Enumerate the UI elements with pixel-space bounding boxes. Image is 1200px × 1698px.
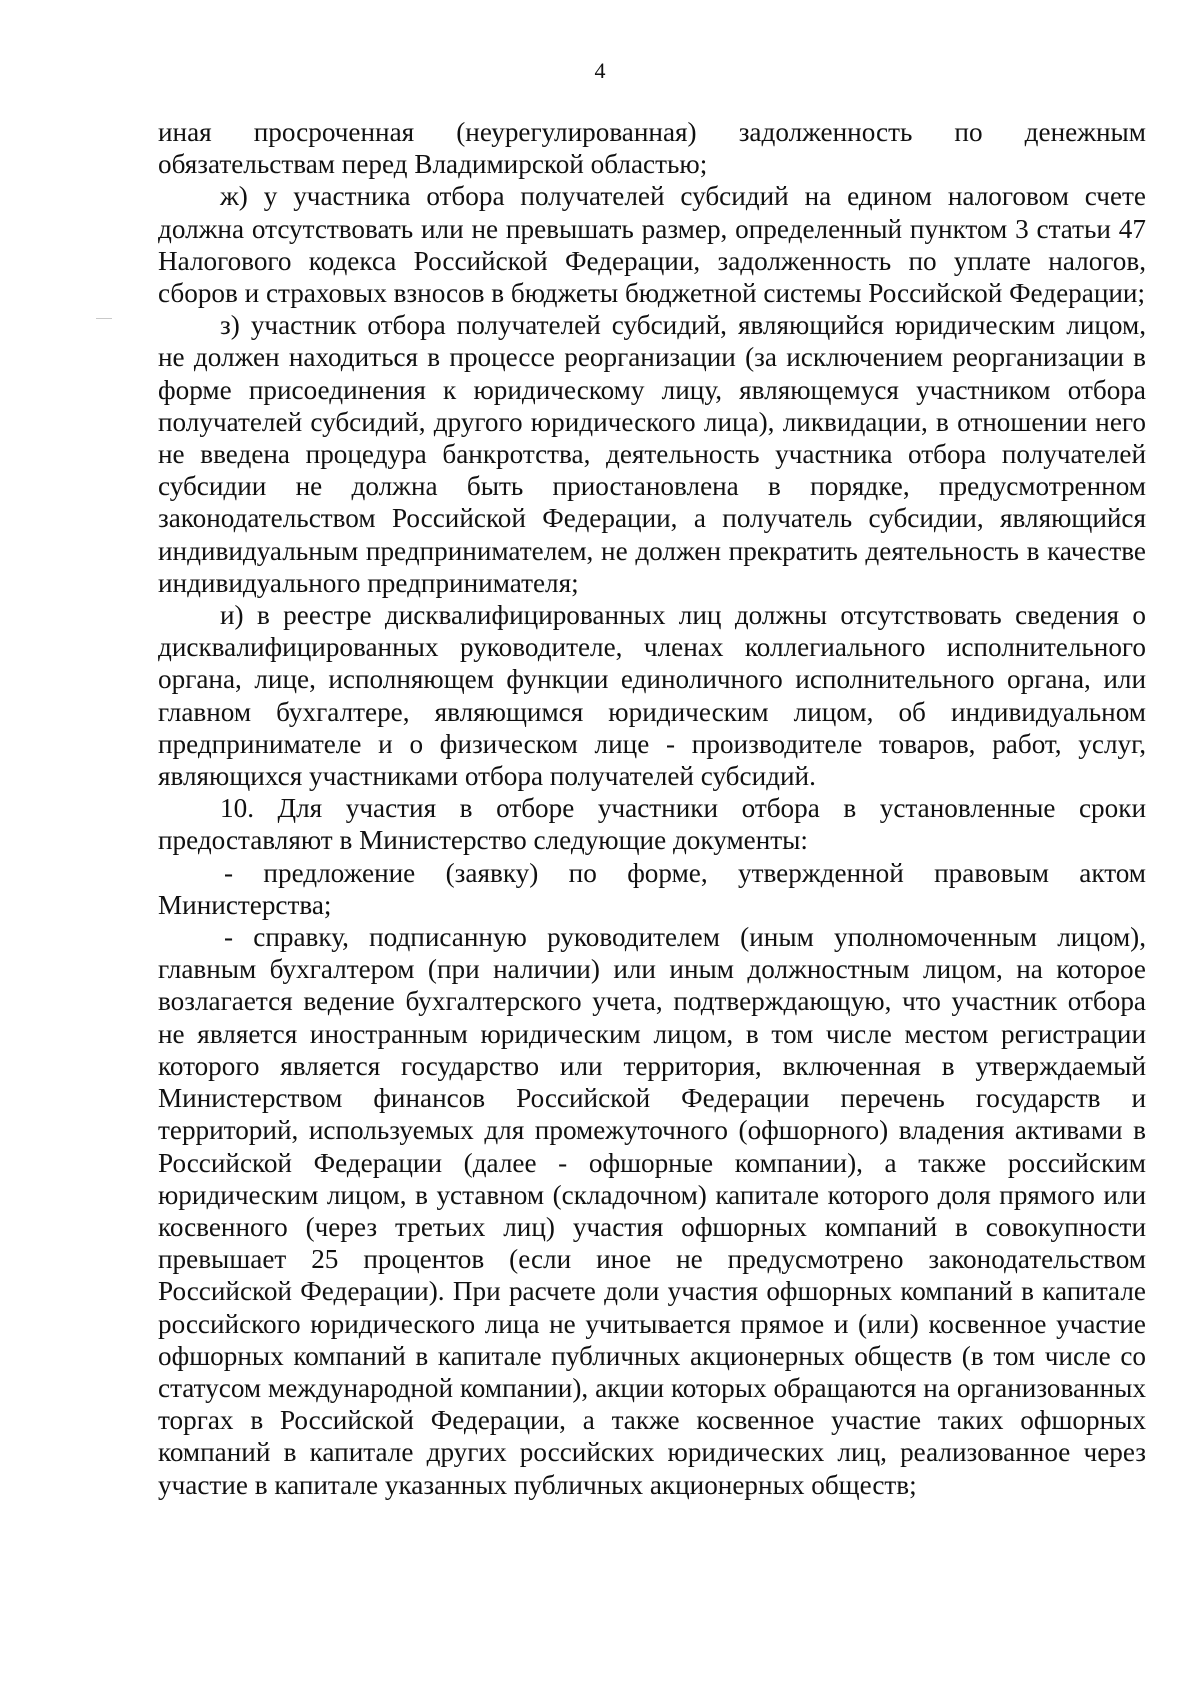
paragraph-item-zh: ж) у участника отбора получателей субсидий на едином налоговом счете должна отсутствовать или не превышать размер, определенный пунктом 3 статьи 47 Налогового кодекса Российской Федерации, задолженность по уплате налогов, сборов и страховых взносов в бюджеты бюджетной системы Российской Федерации; (158, 181, 1146, 309)
page-number: 4 (594, 58, 606, 83)
paragraph-item-z: з) участник отбора получателей субсидий, являющийся юридическим лицом, не должен находиться в процессе реорганизации (за исключением реорганизации в форме присоединения к юридическому лицу, являющемуся участником отбора получателей субсидий, другого юридического лица), ликвидации, в отношении него не введена процедура банкротства, деятельность участника отбора получателей субсидии не должна быть приостановлена в порядке, предусмотренном законодательством Российской Федерации, а получатель субсидии, являющийся индивидуальным предпринимателем, не должен прекратить деятельность в качестве индивидуального предпринимателя; (158, 310, 1146, 598)
paragraph-debt-continuation: иная просроченная (неурегулированная) задолженность по денежным обязательствам перед Владимирской областью; (158, 117, 1146, 180)
paragraph-item-i: и) в реестре дисквалифицированных лиц должны отсутствовать сведения о дисквалифицированных руководителе, членах коллегиального исполнительного органа, лице, исполняющем функции единоличного исполнительного органа, или главном бухгалтере, являющимся юридическим лицом, об индивидуальном предпринимателе и о физическом лице - производителе товаров, работ, услуг, являющихся участниками отбора получателей субсидий. (158, 600, 1146, 792)
document-body (158, 116, 1146, 1501)
paragraph-bullet-application: - предложение (заявку) по форме, утвержденной правовым актом Министерства; (158, 857, 1146, 920)
scan-margin-mark (96, 318, 112, 319)
paragraph-bullet-certificate: - справку, подписанную руководителем (иным уполномоченным лицом), главным бухгалтером (при наличии) или иным должностным лицом, на которое возлагается ведение бухгалтерского учета, подтверждающую, что участник отбора не является иностранным юридическим лицом, в том числе местом регистрации которого является государство или территория, включенная в утверждаемый Министерством финансов Российской Федерации перечень государств и территорий, используемых для промежуточного (офшорного) владения активами в Российской Федерации (далее - офшорные компании), а также российским юридическим лицом, в уставном (складочном) капитале которого доля прямого или косвенного (через третьих лиц) участия офшорных компаний в совокупности превышает 25 процентов (если иное не предусмотрено законодательством Российской Федерации). При расчете доли участия офшорных компаний в капитале российского юридического лица не учитывается прямое и (или) косвенное участие офшорных компаний в капитале публичных акционерных обществ (в том числе со статусом международной компании), акции которых обращаются на организованных торгах в Российской Федерации, а также косвенное участие таких офшорных компаний в капитале других российских юридических лиц, реализованное через участие в капитале указанных публичных акционерных обществ; (158, 922, 1146, 1500)
paragraph-section-10: 10. Для участия в отборе участники отбора в установленные сроки предоставляют в Министерство следующие документы: (158, 793, 1146, 856)
